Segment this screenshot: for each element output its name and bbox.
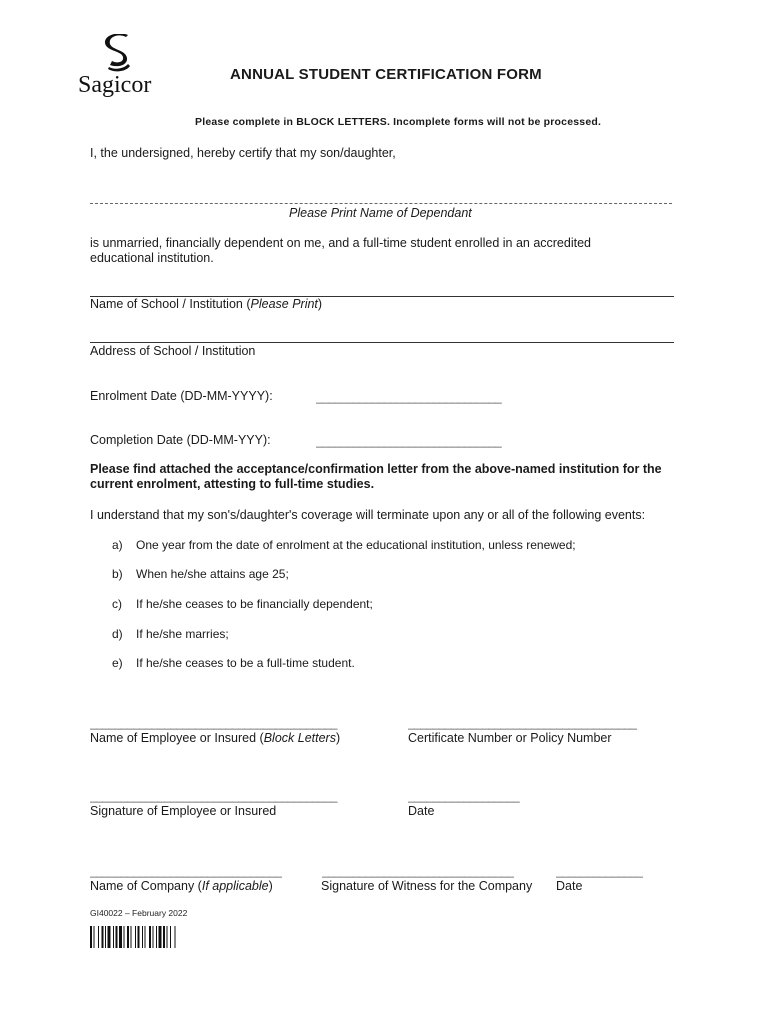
school-name-label xyxy=(90,297,322,311)
barcode-image xyxy=(90,926,250,948)
witness-date-field[interactable]: ______________ xyxy=(556,864,643,878)
address-label: Address of School / Institution xyxy=(90,344,256,358)
enrolment-date-field[interactable]: ______________________________ xyxy=(316,390,502,404)
certificate-number-label: Certificate Number or Policy Number xyxy=(408,731,612,745)
form-title: ANNUAL STUDENT CERTIFICATION FORM xyxy=(230,66,542,83)
school-label-suffix: ) xyxy=(317,297,323,311)
company-name-label: Name of Company (If applicable) xyxy=(90,879,273,893)
enrolment-date-label: Enrolment Date (DD-MM-YYYY): xyxy=(90,389,273,403)
list-item: a) One year from the date of enrolment at the educational institution, unless renewed; xyxy=(112,538,576,552)
form-instruction: Please complete in BLOCK LETTERS. Incomplete forms will not be processed. xyxy=(195,116,602,128)
signature-date-label: Date xyxy=(408,804,435,818)
list-item: e) If he/she ceases to be a full-time student. xyxy=(112,656,355,670)
certificate-number-field[interactable]: _____________________________________ xyxy=(408,716,637,730)
school-label-italic: Please Print xyxy=(250,297,318,311)
company-name-field[interactable]: _______________________________ xyxy=(90,864,282,878)
understand-text: I understand that my son's/daughter's coverage will terminate upon any or all of the following events: xyxy=(90,508,646,522)
status-text: is unmarried, financially dependent on me, and a full-time student enrolled in an accredited educational institution. xyxy=(90,236,591,265)
list-item: c) If he/she ceases to be financially dependent; xyxy=(112,597,373,611)
sagicor-s-icon xyxy=(100,34,136,74)
dependant-label: Please Print Name of Dependant xyxy=(289,206,472,220)
form-code: GI40022 – February 2022 xyxy=(90,908,188,918)
employee-signature-label: Signature of Employee or Insured xyxy=(90,804,277,818)
dependant-name-line[interactable] xyxy=(90,203,672,204)
attached-letter-text: Please find attached the acceptance/confirmation letter from the above-named institution for the current enrolment, attesting to full-time studies. xyxy=(90,462,662,491)
employee-name-field[interactable]: ________________________________________ xyxy=(90,716,337,730)
list-item: b) When he/she attains age 25; xyxy=(112,567,289,581)
certify-text: I, the undersigned, hereby certify that my son/daughter, xyxy=(90,146,396,160)
sagicor-logo xyxy=(78,34,158,96)
school-label-prefix: Name of School / Institution ( xyxy=(90,297,251,311)
completion-date-label: Completion Date (DD-MM-YYY): xyxy=(90,433,271,447)
witness-signature-label: Signature of Witness for the Company xyxy=(321,879,533,893)
signature-date-field[interactable]: __________________ xyxy=(408,789,520,803)
school-address-line[interactable] xyxy=(90,342,674,343)
list-item: d) If he/she marries; xyxy=(112,627,229,641)
completion-date-field[interactable]: ______________________________ xyxy=(316,434,502,448)
employee-name-label: Name of Employee or Insured (Block Letters) xyxy=(90,731,341,745)
logo-wordmark: Sagicor xyxy=(78,72,152,98)
witness-date-label: Date xyxy=(556,879,583,893)
employee-signature-field[interactable]: ________________________________________ xyxy=(90,789,337,803)
witness-signature-field[interactable]: _______________________________ xyxy=(322,864,514,878)
